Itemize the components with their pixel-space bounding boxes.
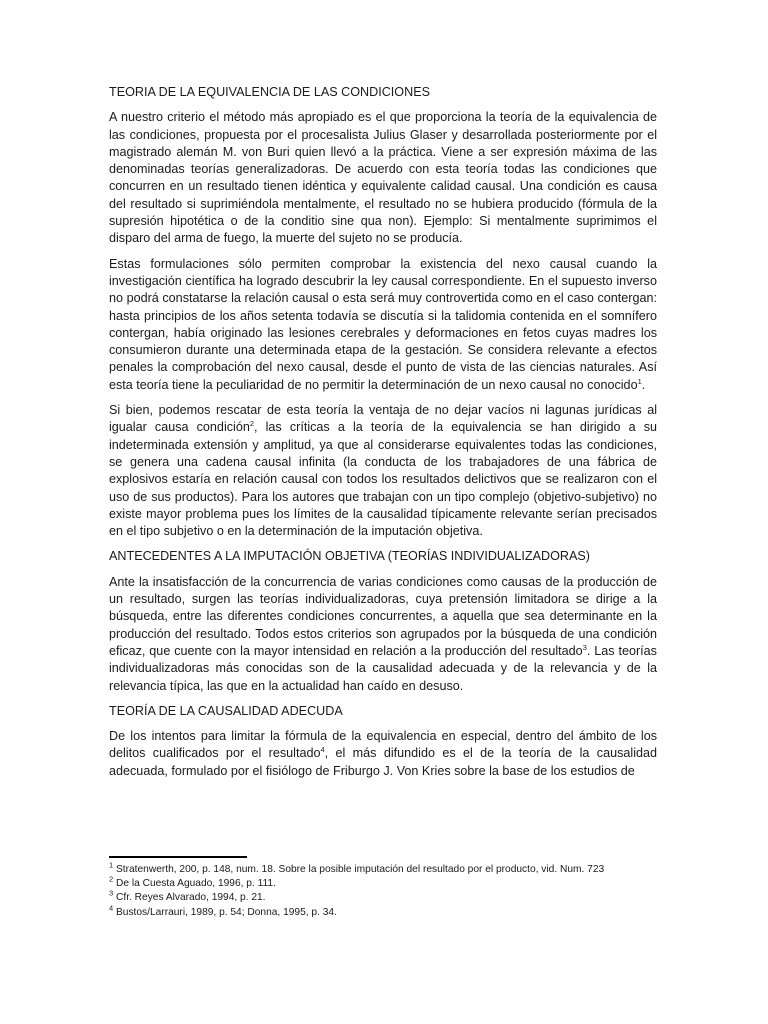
- footnote: $^1$ Stratenwerth, 200, p. 148, num. 18. Sobre la posible imputación del resultado por el producto, vid. Num. 723: [109, 860, 605, 875]
- footnotes: [109, 860, 639, 920]
- footnote-reference[interactable]: 2: [249, 419, 255, 429]
- footnote: $^3$ Cfr. Reyes Alvarado, 1994, p. 21.: [109, 889, 266, 904]
- paragraph: Ante la insatisfacción de la concurrencia de varias condiciones como causas de la producción de un resultado, surgen las teorías individualizadoras, cuya pretensión limitadora se dirige a la búsqueda, entre las diferentes condiciones concurrentes, a aquella que sea determinante en la producción del resultado. Todos estos criterios son agrupados por la búsqueda de una condición eficaz, que cuente con la mayor intensidad en relación a la producción del resultado$^3$. Las teorías individualizadoras más conocidas son de la causalidad adecuada y de la relevancia y de la relevancia típica, las que en la actualidad han caído en desuso.: [109, 574, 657, 693]
- footnote: $^4$ Bustos/Larrauri, 1989, p. 54; Donna, 1995, p. 34.: [109, 903, 337, 918]
- paragraph: De los intentos para limitar la fórmula de la equivalencia en especial, dentro del ámbito de los delitos cualificados por el resultado$^4$, el más difundido es el de la teoría de la causalidad adecuada, formulado por el fisiólogo de Friburgo J. Von Kries sobre la base de los estudios de: [109, 729, 658, 778]
- footnote-reference[interactable]: 1: [637, 376, 642, 386]
- document-body: [109, 84, 657, 788]
- footnote-reference[interactable]: 4: [320, 745, 325, 755]
- section-heading: TEORÍA DE LA CAUSALIDAD ADECUDA: [109, 703, 343, 718]
- footnote-reference[interactable]: 3: [582, 642, 587, 652]
- footnote-separator: [109, 856, 247, 858]
- section-heading: ANTECEDENTES A LA IMPUTACIÓN OBJETIVA (TEORÍAS INDIVIDUALIZADORAS): [109, 549, 590, 564]
- footnote: $^2$ De la Cuesta Aguado, 1996, p. 111.: [109, 874, 276, 890]
- paragraph: A nuestro criterio el método más apropiado es el que proporciona la teoría de la equivalencia de las condiciones, propuesta por el procesalista Julius Glaser y desarrollada posteriormente por el magistrado alemán M. von Buri quien llevó a la práctica. Viene a ser expresión máxima de las denominadas teorías generalizadoras. De acuerdo con esta teoría todas las condiciones que concurren en un resultado tienen idéntica y equivalente calidad causal. Una condición es causa del resultado si suprimiéndola mentalmente, el resultado no se hubiera producido (fórmula de la supresión hipotética o de la conditio sine qua non). Ejemplo: Si mentalmente suprimimos el disparo del arma de fuego, la muerte del sujeto no se producía.: [109, 110, 657, 246]
- paragraph: Estas formulaciones sólo permiten comprobar la existencia del nexo causal cuando la investigación científica ha logrado descubrir la ley causal correspondiente. En el supuesto inverso no podrá constatarse la relación causal o esta será muy controvertida como en el caso contergan: hasta principios de los años setenta todavía se discutía si la talidomia contenida en el somnífero contergan, había originado las lesiones cerebrales y deformaciones en fetos cuyas madres los consumieron durante una determinada etapa de la gestación. Se considera relevante a efectos penales la comprobación del nexo causal, desde el punto de vista de las ciencias naturales. Así esta teoría tiene la peculiaridad de no permitir la determinación de un nexo causal no conocido$^1$.: [109, 256, 657, 392]
- section-heading: TEORIA DE LA EQUIVALENCIA DE LAS CONDICIONES: [109, 85, 430, 99]
- paragraph: Si bien, podemos rescatar de esta teoría la ventaja de no dejar vacíos ni lagunas jurídicas al igualar causa condición$^2$, las críticas a la teoría de la equivalencia se han dirigido a su indeterminada extensión y amplitud, ya que al considerarse equivalentes todas las condiciones, se genera una cadena causal infinita (la conducta de los trabajadores de una fábrica de explosivos estaría en relación causal con todos los resultados delictivos que se realizaron con el uso de sus productos). Para los autores que trabajan con un tipo complejo (objetivo-subjetivo) no existe mayor problema pues los límites de la causalidad típicamente relevante serían precisados en el tipo subjetivo o en la determinación de la imputación objetiva.: [109, 403, 657, 539]
